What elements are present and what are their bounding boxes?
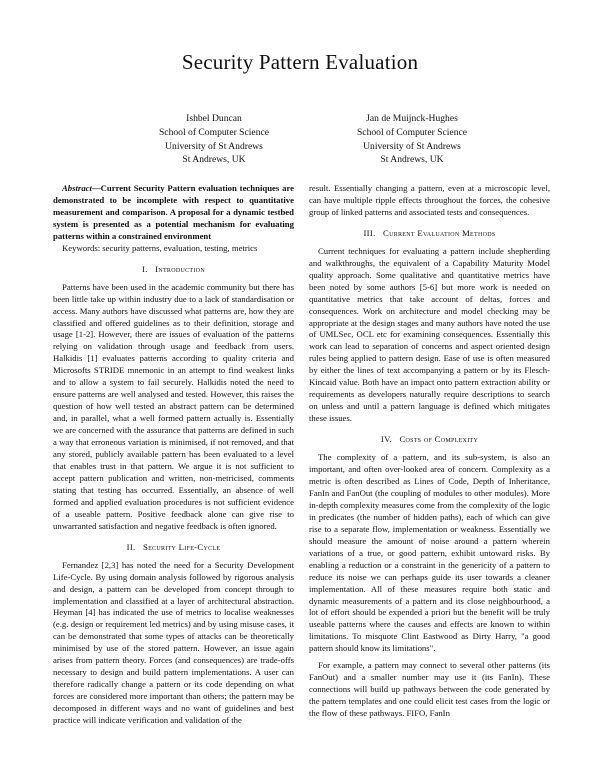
introduction-paragraph: Patterns have been used in the academic community but there has been little take up within industry due to a lack of standardisation or access. Many authors have discussed what patterns are, how they are classified and offered guidelines as to their definition, storage and usage [1-2]. However, there are issues of evaluation of the patterns relying on validation through usage and feedback from users. Halkidis [1] evaluates patterns according to quality criteria and Microsofts STRIDE mnemonic in an attempt to find weakest links and to allow a system to fail securely. Halkidis noted the need to ensure patterns are well analysed and tested. However, this raises the question of how well tested an abstract pattern can be determined and, in parallel, what a well formed pattern actually is. Essentially we are concerned with the assurance that patterns are defined in such a way that erroneous variation is minimised, if not removed, and that any stored, publicly available pattern has been evaluated to a level that enables trust in that pattern. We argue it is not sufficient to accept pattern publication and written, non-metricised, comments stating that testing has occurred. Essentially, an absence of well formed and applied evaluation procedures is not sufficient evidence of a useable pattern. Positive feedback alone can give rise to unwarranted satisfaction and negative feedback is often ignored. bbox=[53, 281, 294, 531]
keywords: Keywords: security patterns, evaluation, testing, metrics bbox=[62, 242, 258, 253]
section-number: II. bbox=[126, 541, 136, 552]
section-title: Current Evaluation Methods bbox=[382, 227, 496, 238]
section-title: Security Life-Cycle bbox=[142, 541, 221, 552]
author-name: Jan de Muijnck-Hughes bbox=[366, 113, 458, 124]
abstract-text: —Current Security Pattern evaluation techniques are demonstrated to be incomplete with respect to quantitative measurement and comparison. A proposal for a dynamic testbed system is presented as a potential mechanism for evaluating patterns within a constrained environment bbox=[53, 183, 294, 241]
author-department: School of Computer Science bbox=[356, 127, 468, 139]
section-title: Costs of Complexity bbox=[399, 434, 479, 445]
section-number: III. bbox=[363, 227, 376, 238]
section-heading-life-cycle bbox=[53, 542, 294, 554]
section-number: I. bbox=[142, 263, 148, 274]
paper-title: Security Pattern Evaluation bbox=[181, 50, 419, 74]
evaluation-methods-paragraph: Current techniques for evaluating a pattern include shepherding and walkthroughs, the equivalent of a Capability Maturity Model quality approach. Some qualitative and quantitative metrics have been noted by some authors [5-6] but more work is needed on quantitative metrics that take account of deltas, forces and consequences. Work on architecture and model checking may be appropriate at the design stages and many authors have noted the use of UMLSec, OCL etc for examining consequences. Essentially this work can lead to separation of concerns and aspect oriented design rules being applied to pattern design. Ease of use is often measured by either the lines of text accompanying a pattern or by its Flesch-Kincaid value. Both have an impact onto pattern extraction ability or requirements as developers naturally require descriptions to search on unless and until a pattern language is defined which mitigates these issues. bbox=[309, 245, 550, 424]
section-heading-complexity bbox=[309, 434, 550, 446]
section-heading-evaluation-methods bbox=[309, 228, 550, 240]
left-column bbox=[53, 183, 294, 727]
author-department: School of Computer Science bbox=[158, 127, 270, 139]
author-university: University of St Andrews bbox=[363, 140, 461, 152]
author-location: St Andrews, UK bbox=[182, 153, 246, 165]
life-cycle-paragraph: Fernandez [2,3] has noted the need for a Security Development Life-Cycle. By using domain analysis followed by rigorous analysis and design, a pattern can be developed from concept through to implementation and classified at a layer of architectural abstraction. Heyman [4] has indicated the use of metrics to localise weaknesses (e.g. design or requirement led metrics) and by using misuse cases, it can be demonstrated that some types of attacks can be theoretically minimised by use of the stored pattern. However, an issue again arises from pattern theory. Forces (and consequences) are trade-offs necessary to design and build pattern implementations. A user can therefore radically change a pattern or its code depending on what forces are considered more important than others; the pattern may be decomposed in different ways and no want of guidelines and best practice will indicate verification and validation of the bbox=[53, 559, 294, 726]
complexity-paragraph-2: For example, a pattern may connect to several other patterns (its FanOut) and a smaller number may use it (its FanIn). These connections will build up pathways between the code generated by the pattern templates and one could elicit test cases from the logic or the flow of these pathways. FIFO, FanIn bbox=[309, 660, 550, 719]
author-name: Ishbel Duncan bbox=[186, 113, 242, 124]
author-block-2 bbox=[292, 112, 532, 166]
life-cycle-continuation: result. Essentially changing a pattern, even at a microscopic level, can have multiple ripple effects throughout the forces, the cohesive group of linked patterns and associated tests and consequences. bbox=[309, 183, 550, 217]
section-number: IV. bbox=[380, 434, 393, 445]
complexity-paragraph-1: The complexity of a pattern, and its sub-system, is also an important, and often over-looked area of concern. Complexity as a metric is often described as Lines of Code, Depth of Inheritance, FanIn and FanOut (the coupling of modules to other modules). More in-depth complexity measures come from the complexity of the logic in predicates (the number of hidden paths), each of which can give rise to a separate flow, implementation or weakness. Essentially we should measure the amount of noise around a pattern wherein variations of a true, or good pattern, exhibit untoward risks. By enabling a reduction or a constraint in the genericity of a pattern to reduce its noise we can perhaps guide its user towards a cleaner implementation. All of these measures require both static and dynamic measurements of a pattern and its close neighbourhood, a lot of effort should be expended a priori but the benefit will be truly useable patterns where the causes and effects are known to within limitations. To misquote Clint Eastwood as Dirty Harry, "a good pattern should know its limitations". bbox=[309, 452, 550, 654]
abstract bbox=[53, 183, 294, 243]
abstract-label: Abstract bbox=[62, 183, 92, 193]
author-location: St Andrews, UK bbox=[380, 153, 444, 165]
right-column bbox=[309, 183, 550, 720]
section-title: Introduction bbox=[155, 263, 205, 274]
section-heading-introduction bbox=[53, 264, 294, 276]
author-university: University of St Andrews bbox=[165, 140, 263, 152]
